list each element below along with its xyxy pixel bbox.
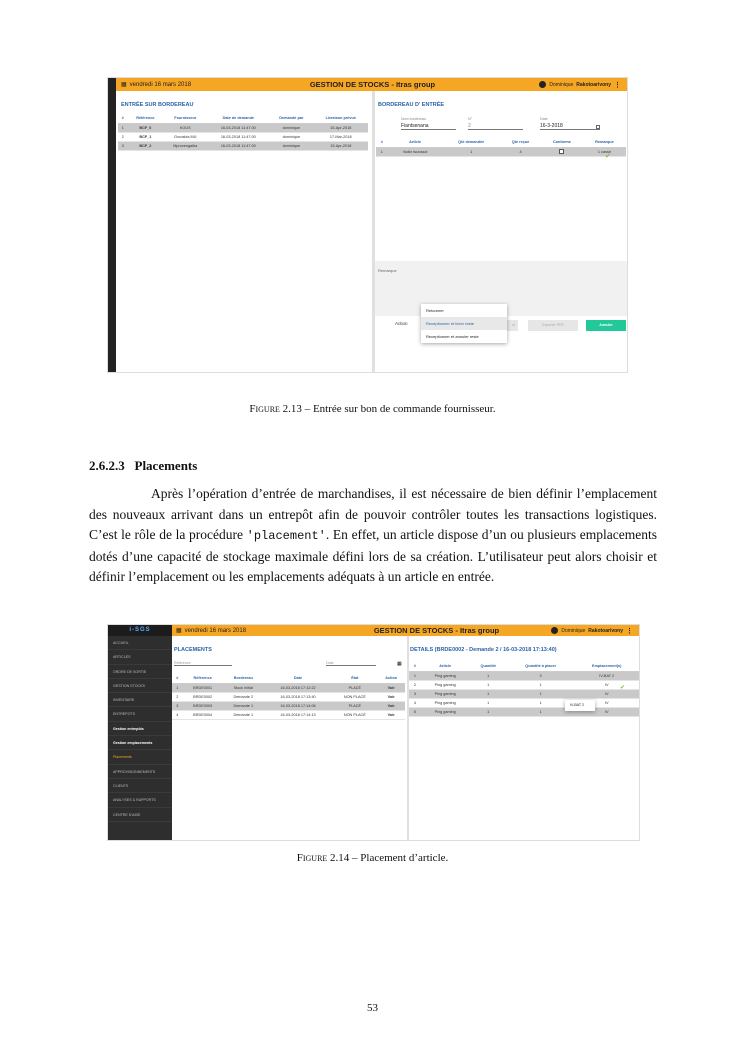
table-cell: dominique <box>269 132 313 141</box>
num-label: N° <box>468 117 473 121</box>
table-cell: 3 <box>118 141 128 150</box>
table-row[interactable] <box>172 692 405 701</box>
hidden-button[interactable]: si <box>493 320 518 331</box>
table-cell[interactable]: BCF_0 <box>128 123 163 132</box>
sidebar-item[interactable]: Gestion entrepôts <box>108 722 172 736</box>
table-cell: 16-03-2018 11:47:00 <box>207 132 269 141</box>
column-header: # <box>118 114 128 123</box>
table-cell: 16-03-2018 17:14:06 <box>264 701 332 710</box>
table-cell: 15-Apr-2018 <box>314 123 368 132</box>
more-vert-icon[interactable]: ⋮ <box>614 81 621 89</box>
table-cell: NON PLACÉ <box>332 692 377 701</box>
table-cell: Ping gaming <box>421 707 470 716</box>
table-cell: IV <box>574 707 639 716</box>
table-cell: 3 <box>409 689 421 698</box>
column-header: Emplacement(s) <box>574 662 639 671</box>
column-header: # <box>376 138 388 147</box>
panel-divider <box>372 91 375 373</box>
action-menu <box>421 304 507 343</box>
table-cell: BRDE0003 <box>183 701 223 710</box>
column-header: Date de demande <box>207 114 269 123</box>
right-panel-title: BORDEREAU D' ENTRÉE <box>378 102 445 108</box>
column-header: État <box>332 674 377 683</box>
table-row[interactable] <box>409 707 639 716</box>
table-cell: 2 <box>172 692 183 701</box>
user-menu[interactable]: Dominique Rakotoarivony ⋮ <box>551 627 633 635</box>
account-icon <box>539 81 546 88</box>
sidebar-item[interactable]: ENTREPOTS <box>108 707 172 721</box>
app-title: GESTION DE STOCKS - Itras group <box>373 626 500 635</box>
table-cell: dominique <box>269 141 313 150</box>
emplacement-dropdown[interactable] <box>565 700 595 711</box>
table-cell: 1 <box>507 698 574 707</box>
date-field[interactable]: 16-3-2018 <box>540 123 600 130</box>
table-header-row <box>376 138 626 147</box>
table-cell: BRDE0002 <box>183 692 223 701</box>
table-cell: 1 <box>409 671 421 680</box>
placements-table <box>172 674 405 720</box>
table-cell: 1 <box>469 698 507 707</box>
table-cell: 17-Mar-2018 <box>314 132 368 141</box>
calendar-icon: ▦ <box>176 628 182 634</box>
figure-2-14-caption: Figure 2.14 – Placement d’article. <box>296 852 449 864</box>
table-cell: 1 <box>376 147 388 156</box>
table-row[interactable] <box>172 683 405 692</box>
column-header: # <box>409 662 421 671</box>
table-cell: Ping gaming <box>421 680 470 689</box>
app-title: GESTION DE STOCKS - Itras group <box>309 80 436 89</box>
column-header: Quantité <box>469 662 507 671</box>
conforme-checkbox[interactable] <box>559 149 564 154</box>
table-cell: 2 <box>118 132 128 141</box>
entry-article-table <box>376 138 626 157</box>
page-number: 53 <box>367 1002 378 1014</box>
table-cell: 1 cassé <box>583 147 626 156</box>
table-cell: IV <box>574 698 639 707</box>
reference-search-input[interactable]: Référence <box>174 661 232 666</box>
column-header: # <box>172 674 183 683</box>
details-title: DETAILS (BRDE0002 - Demande 2 / 16-03-2018 17:13:40) <box>410 647 557 653</box>
nom-field[interactable]: Fiantsenana <box>401 123 456 130</box>
table-cell: Ping gaming <box>421 689 470 698</box>
table-row[interactable] <box>118 141 368 150</box>
sidebar-item[interactable]: INVENTAIRE <box>108 693 172 707</box>
details-table <box>409 662 639 717</box>
sidebar <box>108 625 172 841</box>
column-header: Référence <box>128 114 163 123</box>
user-menu[interactable]: Dominique Rakotoarivony ⋮ <box>539 81 621 89</box>
table-cell: 4 <box>172 710 183 719</box>
sidebar-item[interactable]: Gestion emplacements <box>108 736 172 750</box>
table-cell: 1 <box>507 689 574 698</box>
left-panel-title: ENTRÉE SUR BORDEREAU <box>121 102 194 108</box>
order-table <box>118 114 368 151</box>
table-cell: 16-03-2018 11:47:00 <box>207 123 269 132</box>
table-cell: 16-03-2018 11:47:00 <box>207 141 269 150</box>
action-menu-item[interactable]: Receptionner et livrer reste <box>421 317 507 330</box>
column-header: Date <box>264 674 332 683</box>
table-header-row <box>409 662 639 671</box>
action-menu-item[interactable]: Receptionner et annuler reste <box>426 334 479 339</box>
figure-2-13-screenshot <box>107 77 628 373</box>
table-row[interactable] <box>409 671 639 680</box>
top-bar-date: ▦ vendredi 16 mars 2018 <box>121 81 192 88</box>
table-cell: Vodin tsunasol <box>388 147 443 156</box>
table-cell: Ping gaming <box>421 698 470 707</box>
action-menu-item[interactable]: Retourner <box>426 308 444 313</box>
figure-2-14-screenshot <box>107 624 640 841</box>
action-label: Action <box>395 321 408 326</box>
table-cell: 1 <box>442 147 500 156</box>
dropdown-option[interactable]: IV-BAT 2 <box>570 703 585 707</box>
calendar-icon: ▦ <box>121 82 127 88</box>
table-row[interactable] <box>409 680 639 689</box>
date-label: Date <box>540 117 548 121</box>
table-row[interactable] <box>376 147 626 156</box>
table-cell: 0 <box>507 671 574 680</box>
section-heading: 2.6.2.3 Placements <box>89 458 198 473</box>
table-cell[interactable]: Voir <box>377 701 405 710</box>
table-cell: NON PLACÉ <box>332 710 377 719</box>
account-icon <box>551 627 558 634</box>
sidebar-item[interactable]: CLIENTS <box>108 779 172 793</box>
placements-title: PLACEMENTS <box>174 647 212 653</box>
column-header: Action <box>377 674 405 683</box>
table-cell[interactable]: Voir <box>377 692 405 701</box>
sidebar-item[interactable]: GESTION STOCKS <box>108 679 172 693</box>
table-cell: dominique <box>269 123 313 132</box>
sidebar-item[interactable]: APPROVISIONNEMENTS <box>108 765 172 779</box>
export-pdf-button[interactable]: Exporter PDF <box>528 320 578 331</box>
table-cell: IV <box>574 689 639 698</box>
table-row[interactable] <box>409 689 639 698</box>
column-header: Remarque <box>583 138 626 147</box>
sidebar-item[interactable]: ANALYSES & RAPPORTS <box>108 793 172 807</box>
table-cell[interactable]: BCF_1 <box>128 132 163 141</box>
figure-2-13-caption: Figure 2.13 – Entrée sur bon de commande fournisseur. <box>249 403 496 415</box>
table-cell: 5 <box>409 707 421 716</box>
table-cell: IV-BAT 2 <box>574 671 639 680</box>
column-header: Livraison prévue <box>314 114 368 123</box>
table-cell: 1 <box>469 707 507 716</box>
table-cell[interactable]: Voir <box>377 710 405 719</box>
top-bar <box>116 78 628 91</box>
table-cell: PLACÉ <box>332 701 377 710</box>
table-cell: Groosbla MU <box>163 132 207 141</box>
table-header-row <box>118 114 368 123</box>
sidebar-item[interactable]: Placements <box>108 750 172 764</box>
table-row[interactable] <box>118 123 368 132</box>
column-header: Article <box>421 662 470 671</box>
table-cell: Ping gaming <box>421 671 470 680</box>
table-cell: KOUS <box>163 123 207 132</box>
table-row[interactable] <box>172 710 405 719</box>
table-cell: 1 <box>469 680 507 689</box>
table-cell: 16-03-2018 17:13:40 <box>264 692 332 701</box>
table-cell: IV <box>574 680 639 689</box>
more-vert-icon[interactable]: ⋮ <box>626 627 633 635</box>
table-cell: Demande 2 <box>223 692 264 701</box>
table-cell: Stock Initial <box>223 683 264 692</box>
calendar-icon[interactable]: ▦ <box>397 661 402 667</box>
table-row[interactable] <box>172 701 405 710</box>
sidebar-item[interactable]: CENTRE D'AIDE <box>108 808 172 822</box>
sidebar-strip <box>108 78 116 373</box>
top-bar-date: ▦ vendredi 16 mars 2018 <box>176 627 247 634</box>
date-filter-input[interactable]: Date <box>326 661 376 666</box>
table-cell: 16-03-2018 17:14:13 <box>264 710 332 719</box>
table-row[interactable] <box>118 132 368 141</box>
table-cell: 3 <box>172 701 183 710</box>
column-header: Conforme <box>541 138 583 147</box>
column-header: Quantité à placer <box>507 662 574 671</box>
nom-label: Nom bordereau <box>401 117 426 121</box>
table-cell: Demande 1 <box>223 710 264 719</box>
calendar-icon[interactable] <box>596 125 600 129</box>
remarque-label: Remarque <box>378 268 397 273</box>
column-header: Fournisseur <box>163 114 207 123</box>
column-header: Qté demandée <box>442 138 500 147</box>
sidebar-item[interactable]: ARTICLES <box>108 650 172 664</box>
table-cell[interactable]: Voir <box>377 683 405 692</box>
table-cell: 1 <box>507 707 574 716</box>
check-icon: ✔ <box>620 685 626 691</box>
check-icon: ✔ <box>605 153 611 160</box>
table-cell: 4 <box>409 698 421 707</box>
top-bar <box>172 625 640 636</box>
table-cell: 1 <box>172 683 183 692</box>
table-cell: 1 <box>118 123 128 132</box>
column-header: Article <box>388 138 443 147</box>
table-cell: 15-Apr-2018 <box>314 141 368 150</box>
column-header: Qté reçue <box>500 138 541 147</box>
column-header: Demandé par <box>269 114 313 123</box>
sidebar-item[interactable]: ORDRE DE SORTIE <box>108 665 172 679</box>
table-cell: PLACÉ <box>332 683 377 692</box>
table-cell[interactable]: BCF_2 <box>128 141 163 150</box>
table-cell <box>541 147 583 156</box>
num-field[interactable]: 2 <box>468 123 523 130</box>
table-cell: 1 <box>469 689 507 698</box>
column-header: Bordereau <box>223 674 264 683</box>
table-header-row <box>172 674 405 683</box>
table-cell: 4 <box>500 147 541 156</box>
body-paragraph: Après l’opération d’entrée de marchandises, il est nécessaire de bien définir l’emplacement des nouveaux arrivant dans un entrepôt afin de pouvoir contrôler toutes les transactions logistiques. C’est le rôle de la procédure 'placement'. En effet, un article dispose d’un ou plusieurs emplacements dotés d’une capacité de stockage maximale défini lors de sa création. L’utilisateur peut alors choisir et définir l’emplacement ou les emplacements adéquats à un article en entrée. <box>89 486 657 585</box>
column-header: Référence <box>183 674 223 683</box>
sidebar-item[interactable]: ACCUEIL <box>108 636 172 650</box>
table-cell: BRDE0004 <box>183 710 223 719</box>
table-row[interactable] <box>409 698 639 707</box>
app-logo: i-SGS <box>108 625 172 636</box>
table-cell: 1 <box>507 680 574 689</box>
table-cell: BRDE0001 <box>183 683 223 692</box>
table-cell: 16-03-2018 17:12:22 <box>264 683 332 692</box>
table-cell: Mprovengalba <box>163 141 207 150</box>
table-cell: 1 <box>469 671 507 680</box>
table-cell: Demande 1 <box>223 701 264 710</box>
table-cell: 2 <box>409 680 421 689</box>
save-button[interactable]: Annuler <box>586 320 626 331</box>
